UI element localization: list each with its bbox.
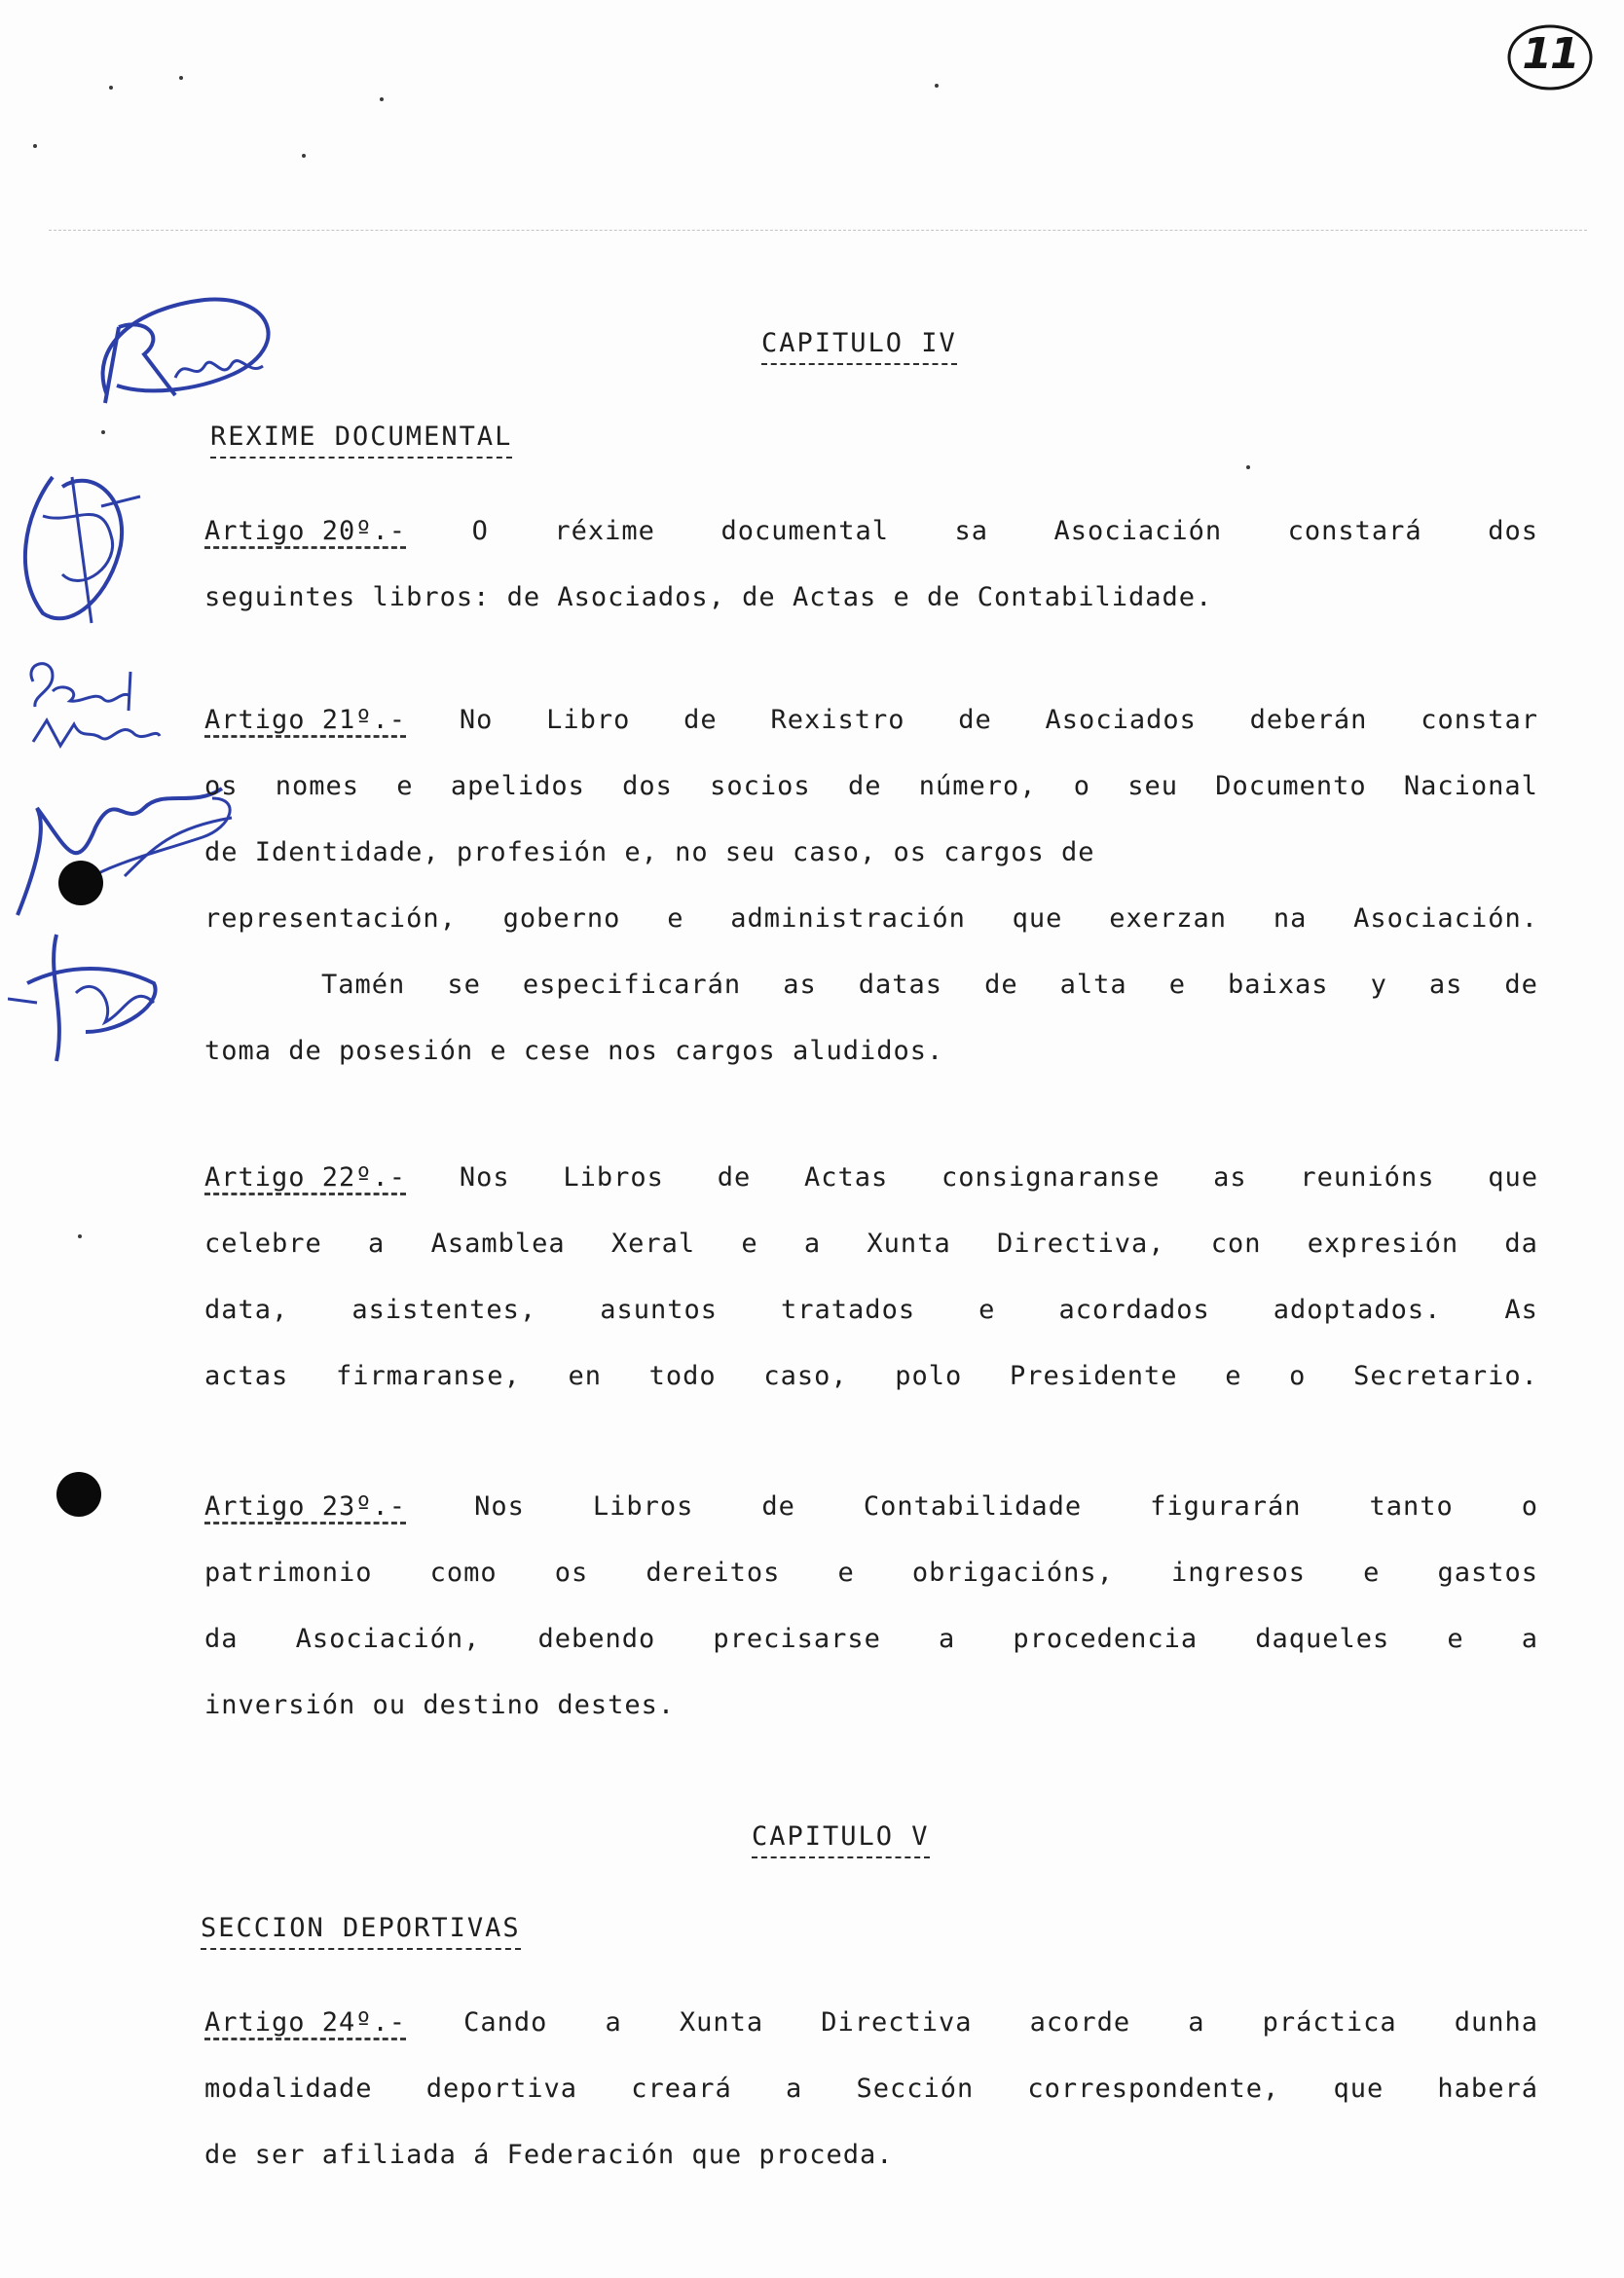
word: como bbox=[429, 1558, 498, 1588]
article-21-line-4 bbox=[204, 886, 1538, 952]
word: deportiva bbox=[425, 2074, 578, 2104]
word: Xunta bbox=[679, 2007, 764, 2038]
word: os bbox=[204, 771, 239, 801]
word: celebre bbox=[204, 1229, 322, 1259]
word: da bbox=[1504, 1229, 1538, 1259]
word: e bbox=[1168, 970, 1186, 1000]
word: Directiva bbox=[821, 2007, 973, 2038]
word: Libros bbox=[563, 1162, 664, 1193]
word: correspondente, bbox=[1027, 2074, 1280, 2104]
word: precisarse bbox=[713, 1624, 881, 1654]
article-21-line-5 bbox=[204, 952, 1538, 1018]
word: haberá bbox=[1437, 2074, 1538, 2104]
article-24-line-3 bbox=[204, 2122, 1538, 2188]
word: Asociación, bbox=[295, 1624, 481, 1654]
word: Asociados bbox=[1045, 705, 1197, 735]
word: Secretario. bbox=[1353, 1361, 1538, 1391]
word: tanto bbox=[1369, 1491, 1454, 1522]
word: de bbox=[847, 771, 882, 801]
article-23-line-2 bbox=[204, 1540, 1538, 1606]
word: que bbox=[1012, 903, 1063, 934]
word: consignaranse bbox=[941, 1162, 1161, 1193]
text-line: de Identidade, profesión e, no seu caso, os cargos de bbox=[204, 837, 1095, 867]
signature-second bbox=[14, 458, 150, 633]
word: datas bbox=[858, 970, 943, 1000]
word: gastos bbox=[1437, 1558, 1538, 1588]
article-24 bbox=[204, 1990, 1538, 2188]
article-24-label: Artigo 24º.- bbox=[204, 2007, 407, 2038]
word: e bbox=[1447, 1624, 1464, 1654]
scan-speck bbox=[33, 144, 37, 148]
article-23-line-4 bbox=[204, 1672, 1538, 1739]
word: ingresos bbox=[1170, 1558, 1307, 1588]
word: de bbox=[761, 1491, 795, 1522]
word: deberán bbox=[1249, 705, 1368, 735]
word: se bbox=[447, 970, 481, 1000]
word: y bbox=[1370, 970, 1387, 1000]
page-number-circled bbox=[1505, 21, 1595, 93]
article-22 bbox=[204, 1145, 1538, 1410]
word: a bbox=[939, 1624, 956, 1654]
word: Asociación bbox=[1053, 516, 1223, 546]
word: dereitos bbox=[646, 1558, 781, 1588]
word: a bbox=[605, 2007, 622, 2038]
word: apelidos bbox=[450, 771, 585, 801]
word: data, bbox=[204, 1295, 289, 1325]
chapter-v-section-title: SECCION DEPORTIVAS bbox=[201, 1912, 521, 1950]
word: a bbox=[1188, 2007, 1205, 2038]
word: na bbox=[1273, 903, 1308, 934]
word: No bbox=[459, 705, 494, 735]
word: Contabilidade bbox=[863, 1491, 1083, 1522]
word: representación, bbox=[204, 903, 457, 934]
word: con bbox=[1210, 1229, 1262, 1259]
scan-speck bbox=[78, 1234, 82, 1238]
word: administración bbox=[730, 903, 966, 934]
scan-speck bbox=[101, 430, 105, 434]
text-line: seguintes libros: de Asociados, de Actas e de Contabilidade. bbox=[204, 582, 1213, 612]
chapter-iv-title: CAPITULO IV bbox=[761, 327, 957, 365]
text-line: de ser afiliada á Federación que proceda. bbox=[204, 2140, 894, 2170]
word: Asociación. bbox=[1353, 903, 1538, 934]
word: As bbox=[1504, 1295, 1538, 1325]
article-21-line-2 bbox=[204, 753, 1538, 820]
article-22-line-1 bbox=[204, 1145, 1538, 1211]
word: documental bbox=[720, 516, 889, 546]
article-20-line-1 bbox=[204, 498, 1538, 565]
word: asistentes, bbox=[351, 1295, 537, 1325]
word: Libro bbox=[546, 705, 631, 735]
word: Cando bbox=[463, 2007, 548, 2038]
word: Nos bbox=[474, 1491, 525, 1522]
word: número, bbox=[918, 771, 1037, 801]
article-22-line-3 bbox=[204, 1277, 1538, 1343]
word: da bbox=[204, 1624, 239, 1654]
word: e bbox=[396, 771, 414, 801]
article-23-label: Artigo 23º.- bbox=[204, 1491, 407, 1522]
word: Nacional bbox=[1403, 771, 1538, 801]
scan-speck bbox=[179, 76, 183, 80]
word: seu bbox=[1127, 771, 1179, 801]
word: de bbox=[717, 1162, 752, 1193]
word: de bbox=[984, 970, 1018, 1000]
word: as bbox=[1213, 1162, 1247, 1193]
word: e bbox=[741, 1229, 758, 1259]
word: Xeral bbox=[610, 1229, 696, 1259]
word: patrimonio bbox=[204, 1558, 373, 1588]
word: dunha bbox=[1454, 2007, 1538, 2038]
word: o bbox=[1073, 771, 1091, 801]
word: creará bbox=[631, 2074, 732, 2104]
word: dos bbox=[622, 771, 673, 801]
word: baixas bbox=[1227, 970, 1329, 1000]
word: O bbox=[471, 516, 489, 546]
text-line: toma de posesión e cese nos cargos aludidos. bbox=[204, 1036, 944, 1066]
scan-speck bbox=[109, 86, 113, 90]
word: goberno bbox=[502, 903, 621, 934]
word: Directiva, bbox=[996, 1229, 1165, 1259]
word: Actas bbox=[803, 1162, 889, 1193]
word: e bbox=[837, 1558, 855, 1588]
article-22-line-2 bbox=[204, 1211, 1538, 1277]
word: de bbox=[1504, 970, 1538, 1000]
word: Nos bbox=[459, 1162, 510, 1193]
word: figurarán bbox=[1150, 1491, 1302, 1522]
word: especificarán bbox=[522, 970, 742, 1000]
word: e bbox=[978, 1295, 996, 1325]
word: adoptados. bbox=[1273, 1295, 1442, 1325]
word: nomes bbox=[275, 771, 360, 801]
word: reunións bbox=[1300, 1162, 1435, 1193]
word: firmaranse, bbox=[335, 1361, 521, 1391]
word: Asamblea bbox=[430, 1229, 566, 1259]
article-20 bbox=[204, 498, 1538, 631]
article-24-line-1 bbox=[204, 1990, 1538, 2056]
word: exerzan bbox=[1109, 903, 1228, 934]
word: debendo bbox=[537, 1624, 656, 1654]
word: todo bbox=[648, 1361, 717, 1391]
word: réxime bbox=[554, 516, 655, 546]
article-21-line-1 bbox=[204, 687, 1538, 753]
word: modalidade bbox=[204, 2074, 373, 2104]
word: e bbox=[1363, 1558, 1381, 1588]
word: Documento bbox=[1215, 771, 1367, 801]
word: alta bbox=[1059, 970, 1127, 1000]
scan-speck bbox=[1246, 465, 1250, 469]
scan-speck bbox=[380, 97, 384, 101]
word: acorde bbox=[1029, 2007, 1131, 2038]
word: constará bbox=[1287, 516, 1422, 546]
word: Rexistro bbox=[770, 705, 905, 735]
article-21-line-3 bbox=[204, 820, 1538, 886]
word: e bbox=[667, 903, 684, 934]
word: asuntos bbox=[600, 1295, 718, 1325]
word: actas bbox=[204, 1361, 289, 1391]
signature-fifth bbox=[8, 925, 173, 1071]
word: que bbox=[1488, 1162, 1538, 1193]
chapter-v-title: CAPITULO V bbox=[752, 1820, 930, 1858]
word: tratados bbox=[781, 1295, 916, 1325]
word: as bbox=[783, 970, 817, 1000]
article-24-line-2 bbox=[204, 2056, 1538, 2122]
word: práctica bbox=[1262, 2007, 1397, 2038]
article-21-label: Artigo 21º.- bbox=[204, 705, 407, 735]
scan-speck bbox=[302, 154, 306, 158]
word: procedencia bbox=[1013, 1624, 1199, 1654]
word: os bbox=[554, 1558, 589, 1588]
word: o bbox=[1289, 1361, 1307, 1391]
word: socios bbox=[710, 771, 811, 801]
signature-third bbox=[14, 652, 179, 769]
article-23-line-3 bbox=[204, 1606, 1538, 1672]
word: expresión bbox=[1307, 1229, 1459, 1259]
word: Tamén bbox=[321, 970, 406, 1000]
page-number: 11 bbox=[1522, 29, 1578, 79]
word: constar bbox=[1421, 705, 1538, 735]
word: as bbox=[1428, 970, 1463, 1000]
punch-hole-lower bbox=[56, 1472, 101, 1517]
article-21-line-6 bbox=[204, 1018, 1538, 1084]
word: a bbox=[368, 1229, 386, 1259]
word: a bbox=[785, 2074, 803, 2104]
word: acordados bbox=[1058, 1295, 1210, 1325]
chapter-iv-section-title: REXIME DOCUMENTAL bbox=[210, 421, 512, 459]
article-22-line-4 bbox=[204, 1343, 1538, 1410]
word: obrigacións, bbox=[911, 1558, 1114, 1588]
word: sa bbox=[954, 516, 989, 546]
text-line: inversión ou destino destes. bbox=[204, 1690, 676, 1720]
word: que bbox=[1333, 2074, 1384, 2104]
article-21 bbox=[204, 687, 1538, 1084]
word: Presidente bbox=[1009, 1361, 1178, 1391]
word: Xunta bbox=[867, 1229, 951, 1259]
punch-hole-upper bbox=[58, 861, 103, 905]
signature-top bbox=[58, 288, 292, 415]
word: de bbox=[958, 705, 992, 735]
article-23 bbox=[204, 1474, 1538, 1739]
word: dos bbox=[1488, 516, 1538, 546]
word: o bbox=[1521, 1491, 1538, 1522]
word: en bbox=[568, 1361, 602, 1391]
article-20-label: Artigo 20º.- bbox=[204, 516, 407, 546]
scan-speck bbox=[935, 84, 939, 88]
word: de bbox=[683, 705, 718, 735]
article-23-line-1 bbox=[204, 1474, 1538, 1540]
article-22-label: Artigo 22º.- bbox=[204, 1162, 407, 1193]
scan-edge-rule bbox=[49, 230, 1587, 231]
word: Libros bbox=[592, 1491, 694, 1522]
article-20-line-2 bbox=[204, 565, 1538, 631]
word: e bbox=[1225, 1361, 1242, 1391]
word: caso, bbox=[763, 1361, 848, 1391]
word: a bbox=[1521, 1624, 1538, 1654]
word: polo bbox=[895, 1361, 963, 1391]
word: daqueles bbox=[1255, 1624, 1390, 1654]
word: a bbox=[803, 1229, 822, 1259]
word: Sección bbox=[856, 2074, 975, 2104]
